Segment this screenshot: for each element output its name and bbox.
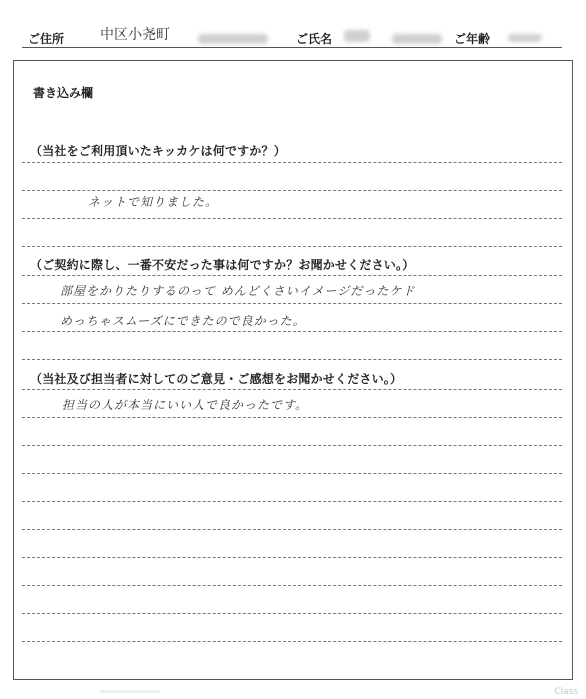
answer-line bbox=[22, 585, 562, 586]
answer-1-1: ネットで知りました。 bbox=[88, 195, 219, 209]
address-value: 中区小尧町 bbox=[100, 27, 170, 43]
answer-2-2: めっちゃスムーズにできたので良かった。 bbox=[60, 314, 306, 328]
question-3-label: （当社及び担当者に対してのご意見・ご感想をお聞かせください。） bbox=[30, 372, 403, 386]
answer-2-1: 部屋をかりたりするのって めんどくさいイメージだったケド bbox=[60, 284, 416, 298]
address-label: ご住所 bbox=[28, 32, 65, 46]
answer-line bbox=[22, 190, 562, 191]
answer-line bbox=[22, 246, 562, 247]
answer-line bbox=[22, 445, 562, 446]
answer-3-1: 担当の人が本当にいい人で良かったです。 bbox=[62, 398, 309, 412]
age-redacted bbox=[508, 34, 542, 42]
question-1-label: （当社をご利用頂いたキッカケは何ですか？） bbox=[30, 144, 286, 158]
age-label: ご年齢 bbox=[454, 32, 491, 46]
address-redacted bbox=[198, 34, 268, 44]
question-2-label: （ご契約に際し、一番不安だった事は何ですか？お聞かせください。） bbox=[30, 258, 415, 272]
section-title: 書き込み欄 bbox=[33, 86, 94, 100]
answer-line bbox=[22, 529, 562, 530]
answer-line bbox=[22, 473, 562, 474]
answer-line bbox=[22, 641, 562, 642]
answer-line bbox=[22, 359, 562, 360]
answer-line bbox=[22, 501, 562, 502]
answer-line bbox=[22, 162, 562, 163]
answer-line bbox=[22, 389, 562, 390]
answer-line bbox=[22, 218, 562, 219]
header-underline bbox=[22, 47, 562, 48]
footer-logo: Class bbox=[554, 687, 578, 697]
answer-line bbox=[22, 303, 562, 304]
header-row bbox=[22, 14, 562, 48]
name-label: ご氏名 bbox=[296, 32, 333, 46]
answer-line bbox=[22, 613, 562, 614]
name-redacted-2 bbox=[392, 34, 442, 44]
answer-line bbox=[22, 331, 562, 332]
name-redacted-1 bbox=[344, 30, 370, 42]
answer-line bbox=[22, 275, 562, 276]
answer-line bbox=[22, 557, 562, 558]
scan-mark bbox=[100, 690, 160, 693]
answer-line bbox=[22, 417, 562, 418]
